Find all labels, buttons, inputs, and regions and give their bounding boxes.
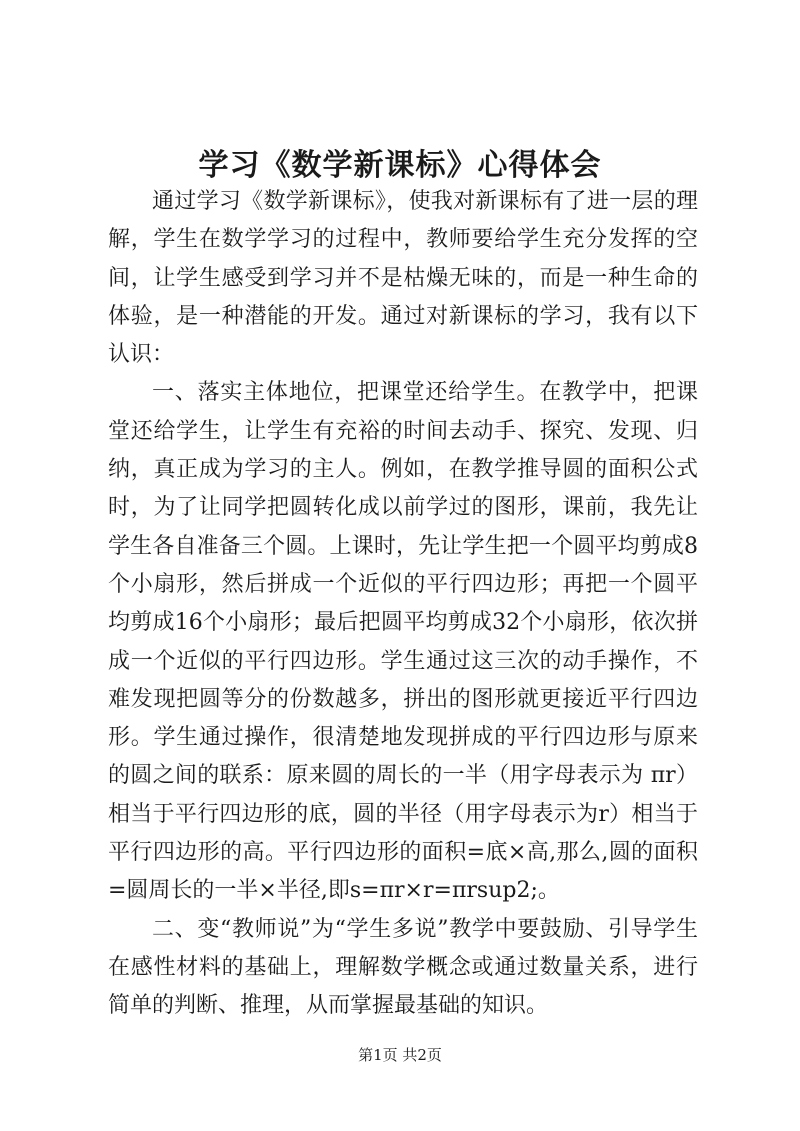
paragraph-point-two: 二、变“教师说”为“学生多说”教学中要鼓励、引导学生在感性材料的基础上，理解数学概念或通过数量关系，进行简单的判断、推理，从而掌握最基础的知识。 — [108, 916, 698, 1019]
page-title: 学习《数学新课标》心得体会 — [198, 148, 602, 183]
paragraph-intro: 通过学习《数学新课标》，使我对新课标有了进一层的理解，学生在数学学习的过程中，教师要给学生充分发挥的空间，让学生感受到学习并不是枯燥无味的，而是一种生命的体验，是一种潜能的开发。通过对新课标的学习，我有以下认识： — [108, 189, 698, 368]
document-body — [108, 183, 698, 1026]
paragraph-point-one: 一、落实主体地位，把课堂还给学生。在教学中，把课堂还给学生，让学生有充裕的时间去动手、探究、发现、归纳，真正成为学习的主人。例如，在教学推导圆的面积公式时，为了让同学把圆转化成以前学过的图形，课前，我先让学生各自准备三个圆。上课时，先让学生把一个圆平均剪成8个小扇形，然后拼成一个近似的平行四边形；再把一个圆平均剪成16个小扇形；最后把圆平均剪成32个小扇形，依次拼成一个近似的平行四边形。学生通过这三次的动手操作，不难发现把圆等分的份数越多，拼出的图形就更接近平行四边形。学生通过操作，很清楚地发现拼成的平行四边形与原来的圆之间的联系：原来圆的周长的一半（用字母表示为 πr）相当于平行四边形的底，圆的半径（用字母表示为r）相当于平行四边形的高。平行四边形的面积=底×高,那么,圆的面积=圆周长的一半×半径,即s=πr×r=πrsup2;。 — [108, 380, 698, 904]
page-footer: 第1页 共2页 — [358, 1046, 442, 1064]
